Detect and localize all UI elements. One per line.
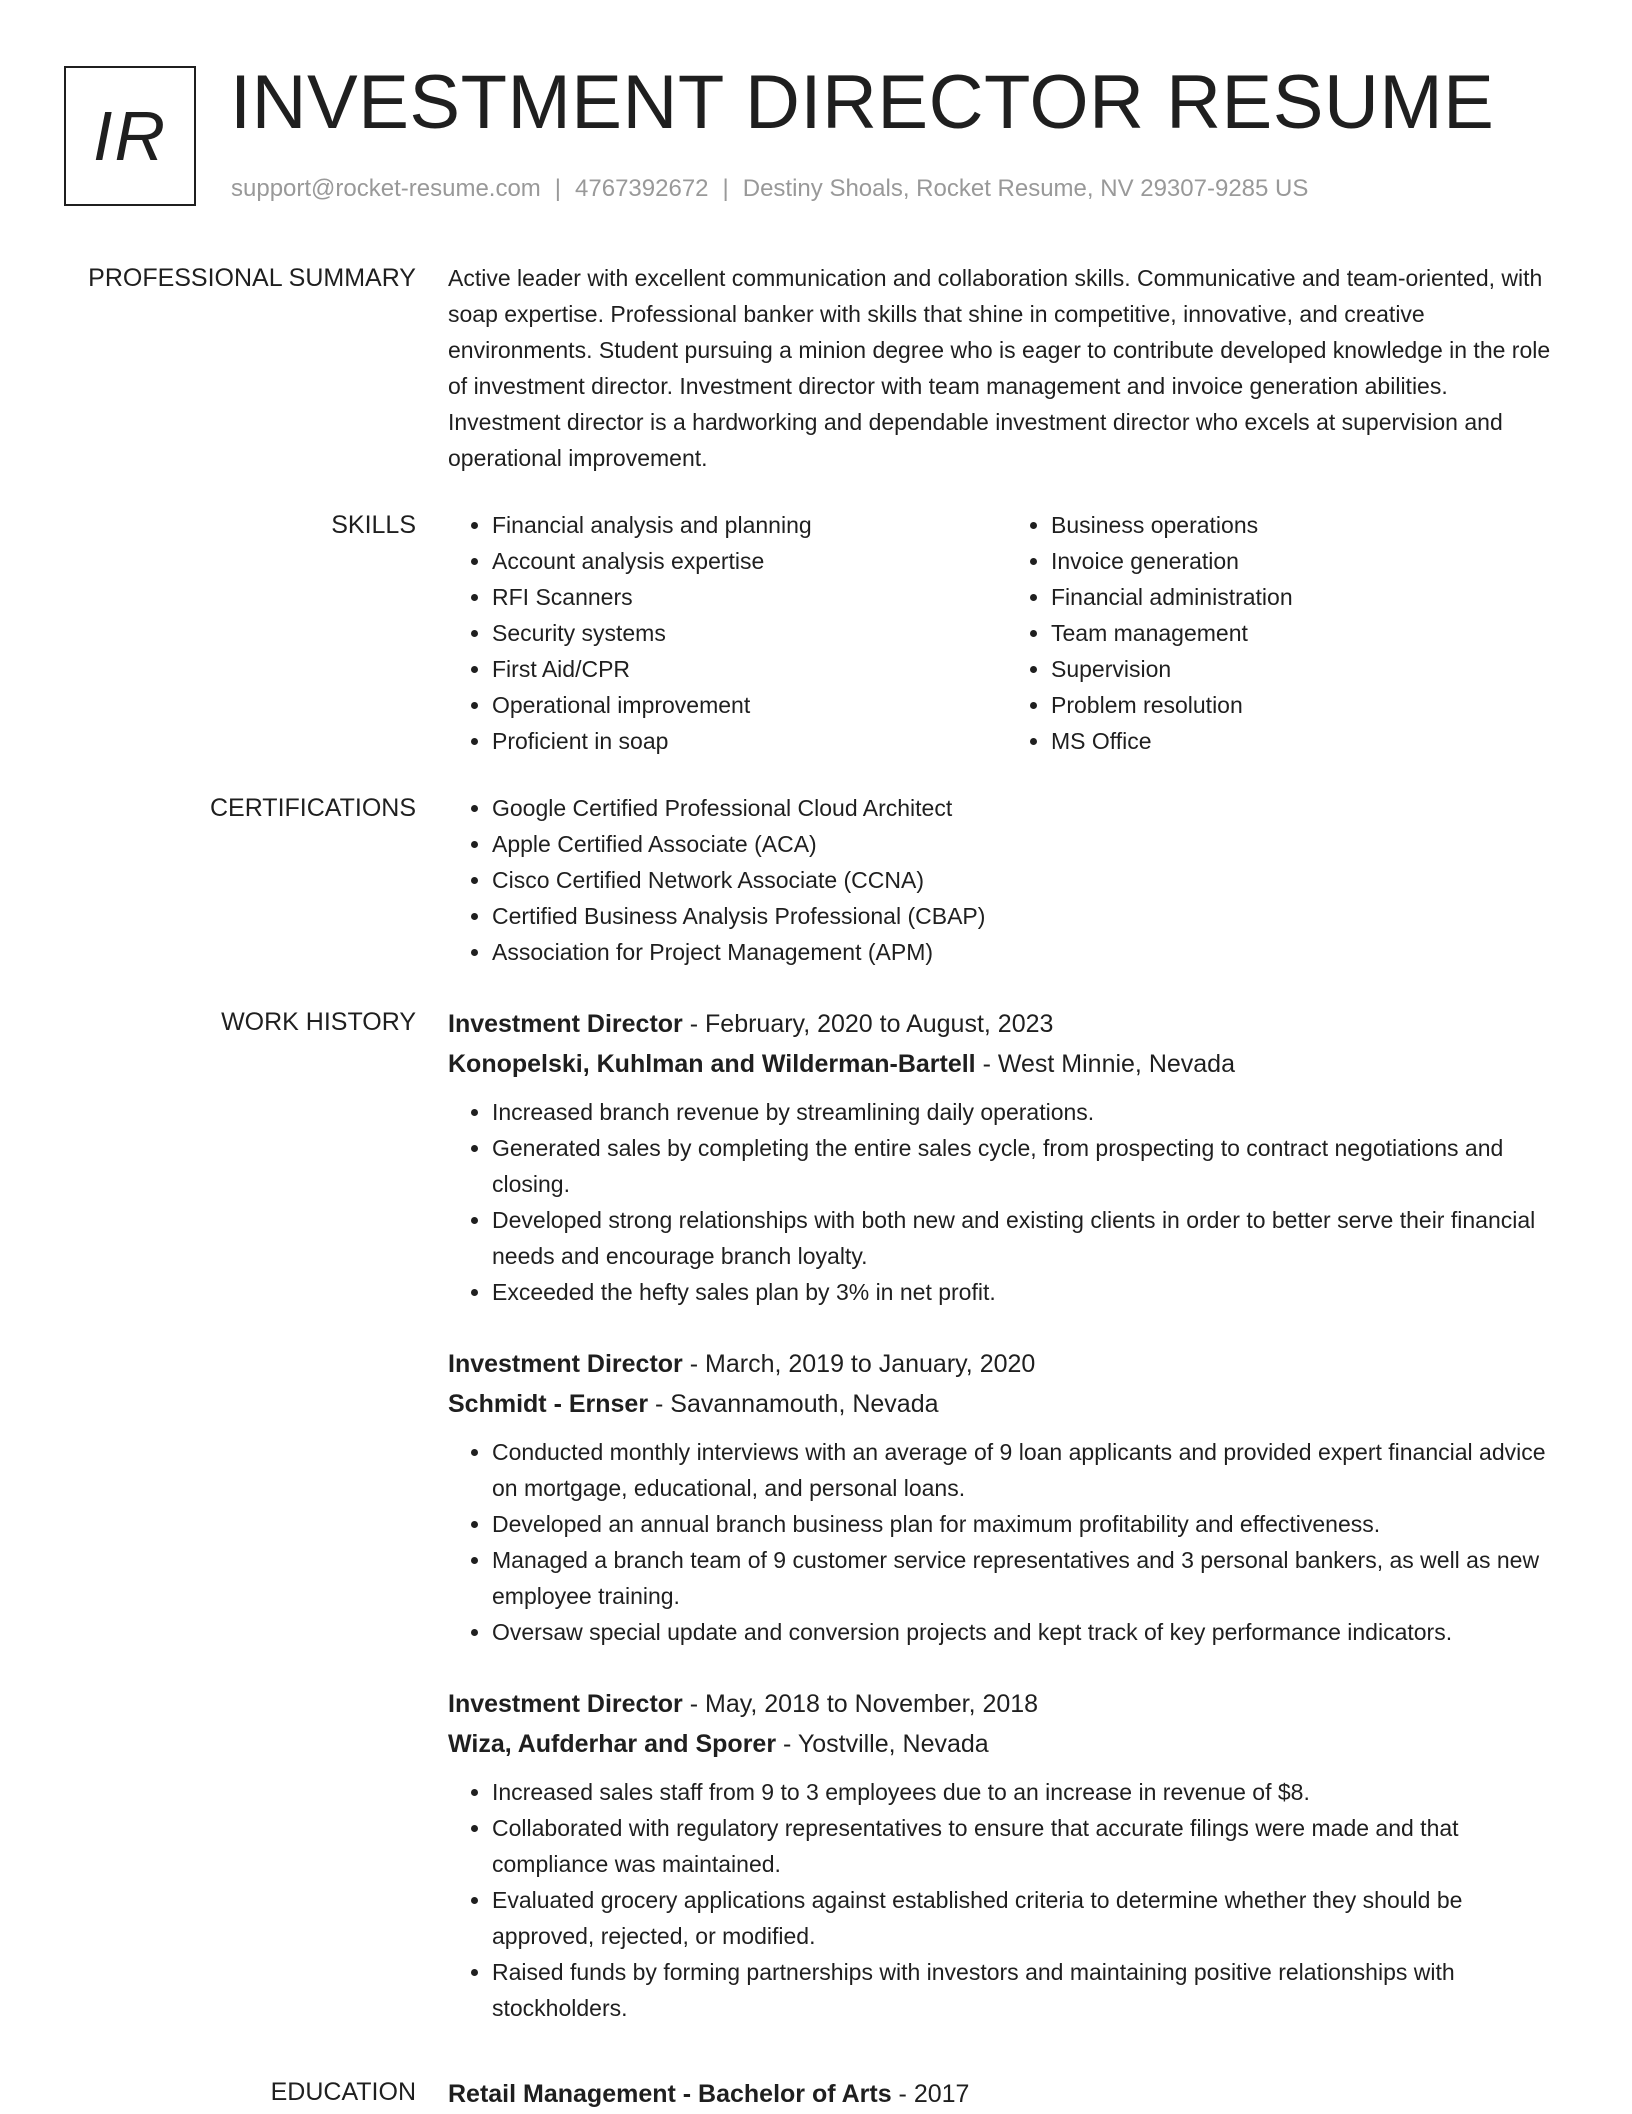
job-bullet: • Increased sales staff from 9 to 3 employees due to an increase in revenue of $8.: [492, 1774, 1566, 1810]
skill-item: • Operational improvement: [492, 687, 1007, 723]
job-bullets: [448, 1774, 1566, 2026]
skill-item: • First Aid/CPR: [492, 651, 1007, 687]
skill-item: • Team management: [1051, 615, 1566, 651]
job-location: - Yostville, Nevada: [776, 1730, 989, 1758]
job-company: Wiza, Aufderhar and Sporer: [448, 1730, 777, 1758]
job-title: Investment Director: [448, 1690, 683, 1718]
job-dates: - May, 2018 to November, 2018: [682, 1690, 1039, 1718]
certification-item: • Apple Certified Associate (ACA): [492, 826, 1566, 862]
job-company: Schmidt - Ernser: [448, 1390, 649, 1418]
job-bullet: • Managed a branch team of 9 customer service representatives and 3 personal bankers, as well as new employee training.: [492, 1542, 1566, 1614]
job-location: - Savannamouth, Nevada: [648, 1390, 939, 1418]
job-company-line: [448, 1724, 1566, 1764]
job-bullet: • Oversaw special update and conversion projects and kept track of key performance indicators.: [492, 1614, 1566, 1650]
certification-item: • Association for Project Management (APM): [492, 934, 1566, 970]
job-bullet: • Collaborated with regulatory representatives to ensure that accurate filings were made and that compliance was maintained.: [492, 1810, 1566, 1882]
skills-content: [448, 507, 1566, 759]
job-bullets: [448, 1434, 1566, 1650]
job-entry: [448, 1344, 1566, 1650]
certification-item: • Certified Business Analysis Professional (CBAP): [492, 898, 1566, 934]
job-title-line: [448, 1004, 1566, 1044]
monogram-box: [64, 66, 196, 206]
job-bullets: [448, 1094, 1566, 1310]
job-bullet: • Increased branch revenue by streamlining daily operations.: [492, 1094, 1566, 1130]
certification-item: • Cisco Certified Network Associate (CCNA): [492, 862, 1566, 898]
summary-content: [448, 260, 1566, 476]
contact-phone[interactable]: 4767392672: [575, 175, 709, 202]
skill-item: • Account analysis expertise: [492, 543, 1007, 579]
job-title: Investment Director: [448, 1350, 683, 1378]
job-dates: - March, 2019 to January, 2020: [682, 1350, 1036, 1378]
skills-list-right: [1007, 507, 1566, 759]
contact-address: Destiny Shoals, Rocket Resume, NV 29307-9285 US: [742, 175, 1309, 202]
job-title-line: [448, 1684, 1566, 1724]
job-entry: [448, 1004, 1566, 1310]
job-bullet: • Evaluated grocery applications against established criteria to determine whether they should be approved, rejected, or modified.: [492, 1882, 1566, 1954]
job-bullet: • Exceeded the hefty sales plan by 3% in net profit.: [492, 1274, 1566, 1310]
work-history-content: [448, 1004, 1566, 2060]
summary-text: Active leader with excellent communication and collaboration skills. Communicative and team-oriented, with soap expertise. Professional banker with skills that shine in competitive, innovative, and creative environments. Student pursuing a minion degree who is eager to contribute developed knowledge in the role of investment director. Investment director with team management and invoice generation abilities. Investment director is a hardworking and dependable investment director who excels at supervision and operational improvement.: [448, 265, 1551, 471]
job-bullet: • Developed strong relationships with both new and existing clients in order to better serve their financial needs and encourage branch loyalty.: [492, 1202, 1566, 1274]
certification-item: • Google Certified Professional Cloud Architect: [492, 790, 1566, 826]
section-label-skills: SKILLS: [331, 511, 416, 539]
education-year: - 2017: [891, 2080, 970, 2108]
job-company-line: [448, 1044, 1566, 1084]
skills-list-left: [448, 507, 1007, 759]
education-degree: Retail Management - Bachelor of Arts: [448, 2080, 892, 2108]
skill-item: • Financial administration: [1051, 579, 1566, 615]
contact-email[interactable]: support@rocket-resume.com: [231, 175, 541, 202]
contact-separator: |: [722, 175, 729, 202]
skill-item: • MS Office: [1051, 723, 1566, 759]
job-bullet: • Raised funds by forming partnerships with investors and maintaining positive relationships with stockholders.: [492, 1954, 1566, 2026]
job-title: Investment Director: [448, 1010, 683, 1038]
job-bullet: • Generated sales by completing the entire sales cycle, from prospecting to contract negotiations and closing.: [492, 1130, 1566, 1202]
contact-line: [231, 175, 1308, 203]
section-label-education: EDUCATION: [270, 2078, 416, 2106]
skill-item: • Problem resolution: [1051, 687, 1566, 723]
certifications-list: [448, 790, 1566, 970]
job-company: Konopelski, Kuhlman and Wilderman-Bartell: [448, 1050, 976, 1078]
page-title: INVESTMENT DIRECTOR RESUME: [230, 60, 1495, 145]
job-entry: [448, 1684, 1566, 2026]
skill-item: • Invoice generation: [1051, 543, 1566, 579]
skill-item: • Business operations: [1051, 507, 1566, 543]
skill-item: • Proficient in soap: [492, 723, 1007, 759]
job-title-line: [448, 1344, 1566, 1384]
section-label-certifications: CERTIFICATIONS: [209, 794, 416, 822]
certifications-content: [448, 790, 1566, 970]
monogram-initials: IR: [93, 97, 167, 175]
job-bullet: • Developed an annual branch business plan for maximum profitability and effectiveness.: [492, 1506, 1566, 1542]
skill-item: • Financial analysis and planning: [492, 507, 1007, 543]
job-dates: - February, 2020 to August, 2023: [682, 1010, 1054, 1038]
skill-item: • RFI Scanners: [492, 579, 1007, 615]
education-line: [448, 2074, 1566, 2114]
section-label-summary: PROFESSIONAL SUMMARY: [88, 264, 416, 292]
job-company-line: [448, 1384, 1566, 1424]
skill-item: • Security systems: [492, 615, 1007, 651]
job-location: - West Minnie, Nevada: [975, 1050, 1235, 1078]
education-content: [448, 2074, 1566, 2114]
contact-separator: |: [554, 175, 562, 202]
job-bullet: • Conducted monthly interviews with an average of 9 loan applicants and provided expert financial advice on mortgage, educational, and personal loans.: [492, 1434, 1566, 1506]
skill-item: • Supervision: [1051, 651, 1566, 687]
section-label-work-history: WORK HISTORY: [221, 1008, 416, 1036]
